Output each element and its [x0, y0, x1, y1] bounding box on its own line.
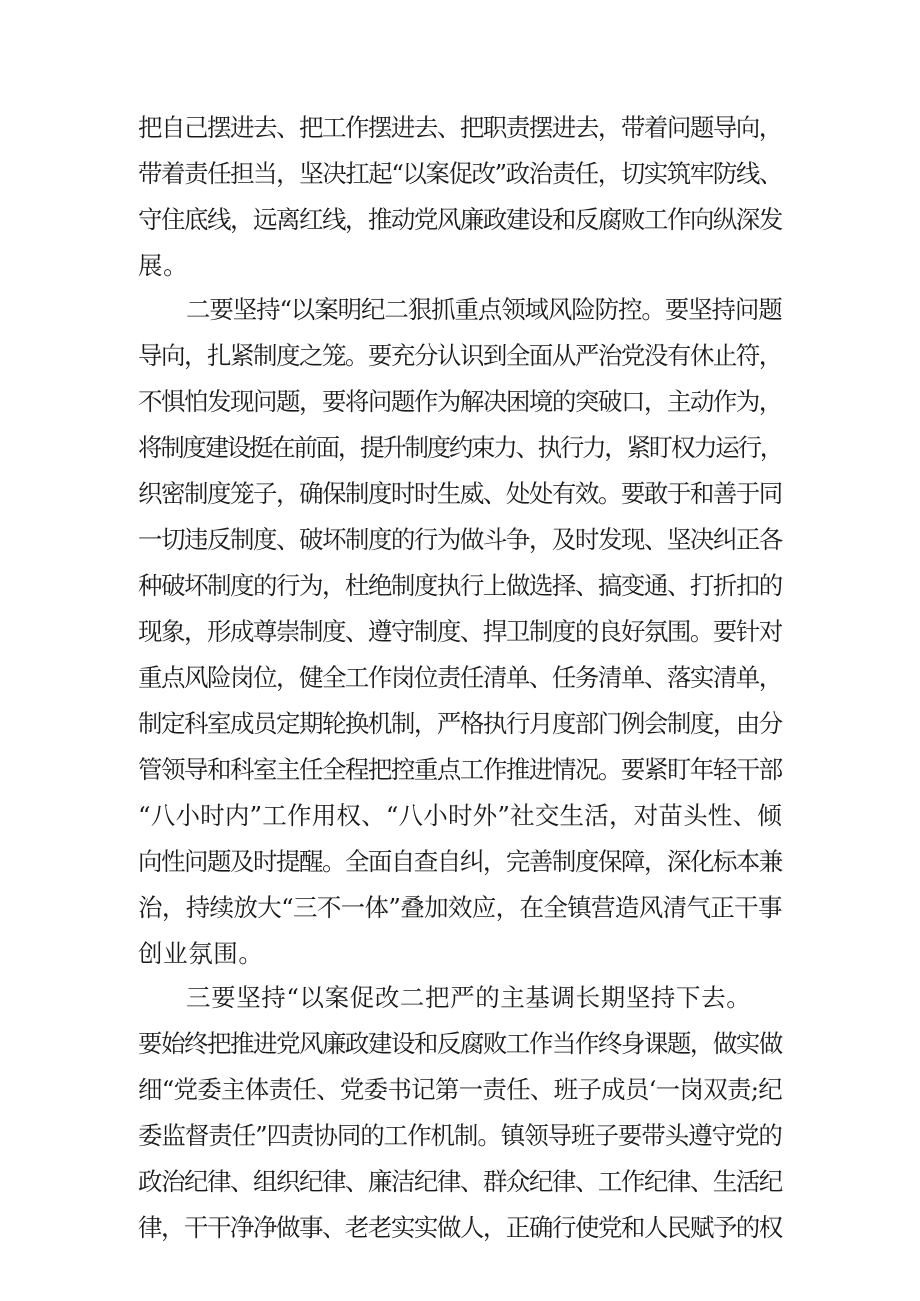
text-line: 重点风险岗位，健全工作岗位责任清单、任务清单、落实清单， [138, 663, 782, 692]
text-line: 不惧怕发现问题，要将问题作为解决困境的突破口，主动作为， [138, 387, 782, 416]
text-line: 种破坏制度的行为，杜绝制度执行上做选择、搞变通、打折扣的 [138, 571, 782, 600]
text-line: 制定科室成员定期轮换机制，严格执行月度部门例会制度，由分 [138, 709, 782, 738]
text-line: 织密制度笼子，确保制度时时生威、处处有效。要敢于和善于同 [138, 479, 782, 508]
text-line: 展。 [138, 251, 189, 280]
text-line: 将制度建设挺在前面，提升制度约束力、执行力，紧盯权力运行， [138, 433, 782, 462]
text-line: 向性问题及时提醒。全面自查自纠，完善制度保障，深化标本兼 [138, 847, 782, 876]
text-line: 细“党委主体责任、党委书记第一责任、班子成员‘一岗双责;纪 [138, 1075, 782, 1104]
paragraph-2-first-line: 二要坚持“以案明纪二狠抓重点领域风险防控。要坚持问题 [186, 295, 782, 324]
text-line: 治，持续放大“三不一体”叠加效应，在全镇营造风清气正干事 [138, 893, 782, 922]
text-line: 把自己摆进去、把工作摆进去、把职责摆进去，带着问题导向， [138, 113, 782, 142]
text-line: 创业氛围。 [138, 939, 264, 968]
text-line: 守住底线，远离红线，推动党风廉政建设和反腐败工作向纵深发 [138, 205, 782, 234]
text-line: 律，干干净净做事、老老实实做人，正确行使党和人民赋予的权 [138, 1213, 782, 1242]
text-line: 导向，扎紧制度之笼。要充分认识到全面从严治党没有休止符， [138, 341, 782, 370]
text-line: 委监督责任”四责协同的工作机制。镇领导班子要带头遵守党的 [138, 1121, 782, 1150]
text-line: 一切违反制度、破坏制度的行为做斗争，及时发现、坚决纠正各 [138, 525, 782, 554]
text-line: 要始终把推进党风廉政建设和反腐败工作当作终身课题，做实做 [138, 1029, 782, 1058]
paragraph-3-first-line: 三要坚持“以案促改二把严的主基调长期坚持下去。 [186, 983, 752, 1012]
text-line: 现象，形成尊崇制度、遵守制度、捍卫制度的良好氛围。要针对 [138, 617, 782, 646]
text-line: 管领导和科室主任全程把控重点工作推进情况。要紧盯年轻干部 [138, 755, 782, 784]
text-line: 带着责任担当，坚决扛起“以案促改”政治责任，切实筑牢防线、 [138, 159, 782, 188]
text-line: 政治纪律、组织纪律、廉洁纪律、群众纪律、工作纪律、生活纪 [138, 1167, 782, 1196]
text-line: “八小时内”工作用权、“八小时外”社交生活，对苗头性、倾 [138, 801, 782, 830]
